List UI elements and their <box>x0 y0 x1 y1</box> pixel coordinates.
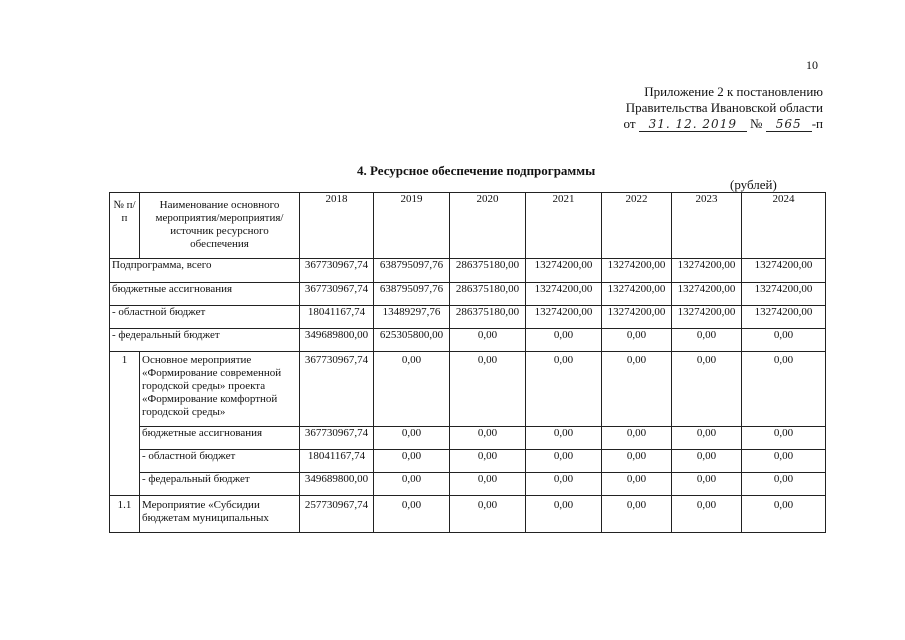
table-row <box>110 352 826 427</box>
cell-value: 0,00 <box>602 473 672 496</box>
cell-value: 0,00 <box>450 473 526 496</box>
header-year: 2024 <box>742 193 826 259</box>
cell-value: 18041167,74 <box>300 450 374 473</box>
header-year: 2018 <box>300 193 374 259</box>
row-label: Основное мероприятие «Формирование современной городской среды» проекта «Формирование комфортной городской среды» <box>140 352 300 427</box>
row-label: - областной бюджет <box>140 450 300 473</box>
table-row <box>110 259 826 283</box>
cell-value: 13274200,00 <box>602 259 672 283</box>
appendix-suffix: -п <box>811 116 823 131</box>
page-number: 10 <box>806 58 818 72</box>
cell-value: 286375180,00 <box>450 259 526 283</box>
cell-value: 0,00 <box>374 496 450 533</box>
row-number: 1.1 <box>110 496 140 533</box>
cell-value: 13274200,00 <box>526 306 602 329</box>
cell-value: 13274200,00 <box>672 306 742 329</box>
cell-value: 0,00 <box>450 450 526 473</box>
row-label: Мероприятие «Субсидии бюджетам муниципальных <box>140 496 300 533</box>
header-year: 2019 <box>374 193 450 259</box>
cell-value: 0,00 <box>672 329 742 352</box>
section-title: 4. Ресурсное обеспечение подпрограммы <box>357 163 596 178</box>
cell-value: 0,00 <box>526 450 602 473</box>
table-row <box>110 283 826 306</box>
appendix-from-label: от <box>623 116 636 131</box>
cell-value: 13274200,00 <box>602 283 672 306</box>
cell-value: 638795097,76 <box>374 259 450 283</box>
cell-value: 18041167,74 <box>300 306 374 329</box>
cell-value: 0,00 <box>374 427 450 450</box>
cell-value: 13274200,00 <box>526 283 602 306</box>
appendix-number-label: № <box>750 116 763 131</box>
resource-table <box>109 192 826 533</box>
cell-value: 367730967,74 <box>300 259 374 283</box>
table-row <box>110 450 826 473</box>
cell-value: 0,00 <box>450 427 526 450</box>
cell-value: 0,00 <box>672 496 742 533</box>
cell-value: 0,00 <box>672 352 742 427</box>
appendix-header <box>624 84 823 132</box>
cell-value: 0,00 <box>672 427 742 450</box>
cell-value: 0,00 <box>450 329 526 352</box>
cell-value: 13489297,76 <box>374 306 450 329</box>
row-label: бюджетные ассигнования <box>110 283 300 306</box>
row-number: 1 <box>110 352 140 496</box>
cell-value: 0,00 <box>526 473 602 496</box>
cell-value: 0,00 <box>374 473 450 496</box>
cell-value: 0,00 <box>526 352 602 427</box>
appendix-line-2: Правительства Ивановской области <box>625 100 823 115</box>
row-label: - федеральный бюджет <box>140 473 300 496</box>
header-row <box>110 193 826 259</box>
cell-value: 0,00 <box>742 427 826 450</box>
cell-value: 0,00 <box>742 473 826 496</box>
header-year: 2023 <box>672 193 742 259</box>
row-label: Подпрограмма, всего <box>110 259 300 283</box>
table-row <box>110 329 826 352</box>
row-label: - федеральный бюджет <box>110 329 300 352</box>
cell-value: 0,00 <box>526 427 602 450</box>
table-row <box>110 427 826 450</box>
cell-value: 0,00 <box>602 352 672 427</box>
cell-value: 13274200,00 <box>672 259 742 283</box>
table-row <box>110 306 826 329</box>
cell-value: 0,00 <box>742 352 826 427</box>
cell-value: 13274200,00 <box>526 259 602 283</box>
cell-value: 0,00 <box>450 496 526 533</box>
appendix-line-1: Приложение 2 к постановлению <box>644 84 823 99</box>
header-year: 2021 <box>526 193 602 259</box>
cell-value: 0,00 <box>602 496 672 533</box>
cell-value: 0,00 <box>672 473 742 496</box>
cell-value: 0,00 <box>450 352 526 427</box>
header-year: 2022 <box>602 193 672 259</box>
row-label: - областной бюджет <box>110 306 300 329</box>
cell-value: 349689800,00 <box>300 329 374 352</box>
cell-value: 13274200,00 <box>602 306 672 329</box>
cell-value: 0,00 <box>742 450 826 473</box>
appendix-line-3 <box>624 116 823 132</box>
row-label: бюджетные ассигнования <box>140 427 300 450</box>
header-name: Наименование основного мероприятия/мероприятия/ источник ресурсного обеспечения <box>140 193 300 259</box>
cell-value: 0,00 <box>742 496 826 533</box>
header-year: 2020 <box>450 193 526 259</box>
cell-value: 625305800,00 <box>374 329 450 352</box>
units-label: (рублей) <box>730 177 777 192</box>
cell-value: 0,00 <box>526 329 602 352</box>
cell-value: 0,00 <box>526 496 602 533</box>
cell-value: 13274200,00 <box>742 283 826 306</box>
cell-value: 286375180,00 <box>450 283 526 306</box>
cell-value: 638795097,76 <box>374 283 450 306</box>
cell-value: 349689800,00 <box>300 473 374 496</box>
handwritten-number: 565 <box>766 118 812 132</box>
cell-value: 0,00 <box>602 427 672 450</box>
cell-value: 0,00 <box>602 450 672 473</box>
cell-value: 286375180,00 <box>450 306 526 329</box>
cell-value: 0,00 <box>374 352 450 427</box>
cell-value: 367730967,74 <box>300 283 374 306</box>
table-row <box>110 496 826 533</box>
cell-value: 13274200,00 <box>742 306 826 329</box>
cell-value: 0,00 <box>742 329 826 352</box>
handwritten-date: 31. 12. 2019 <box>639 118 747 132</box>
cell-value: 257730967,74 <box>300 496 374 533</box>
header-no: № п/п <box>110 193 140 259</box>
cell-value: 0,00 <box>672 450 742 473</box>
cell-value: 367730967,74 <box>300 352 374 427</box>
cell-value: 13274200,00 <box>672 283 742 306</box>
table-row <box>110 473 826 496</box>
cell-value: 0,00 <box>602 329 672 352</box>
cell-value: 13274200,00 <box>742 259 826 283</box>
cell-value: 0,00 <box>374 450 450 473</box>
cell-value: 367730967,74 <box>300 427 374 450</box>
